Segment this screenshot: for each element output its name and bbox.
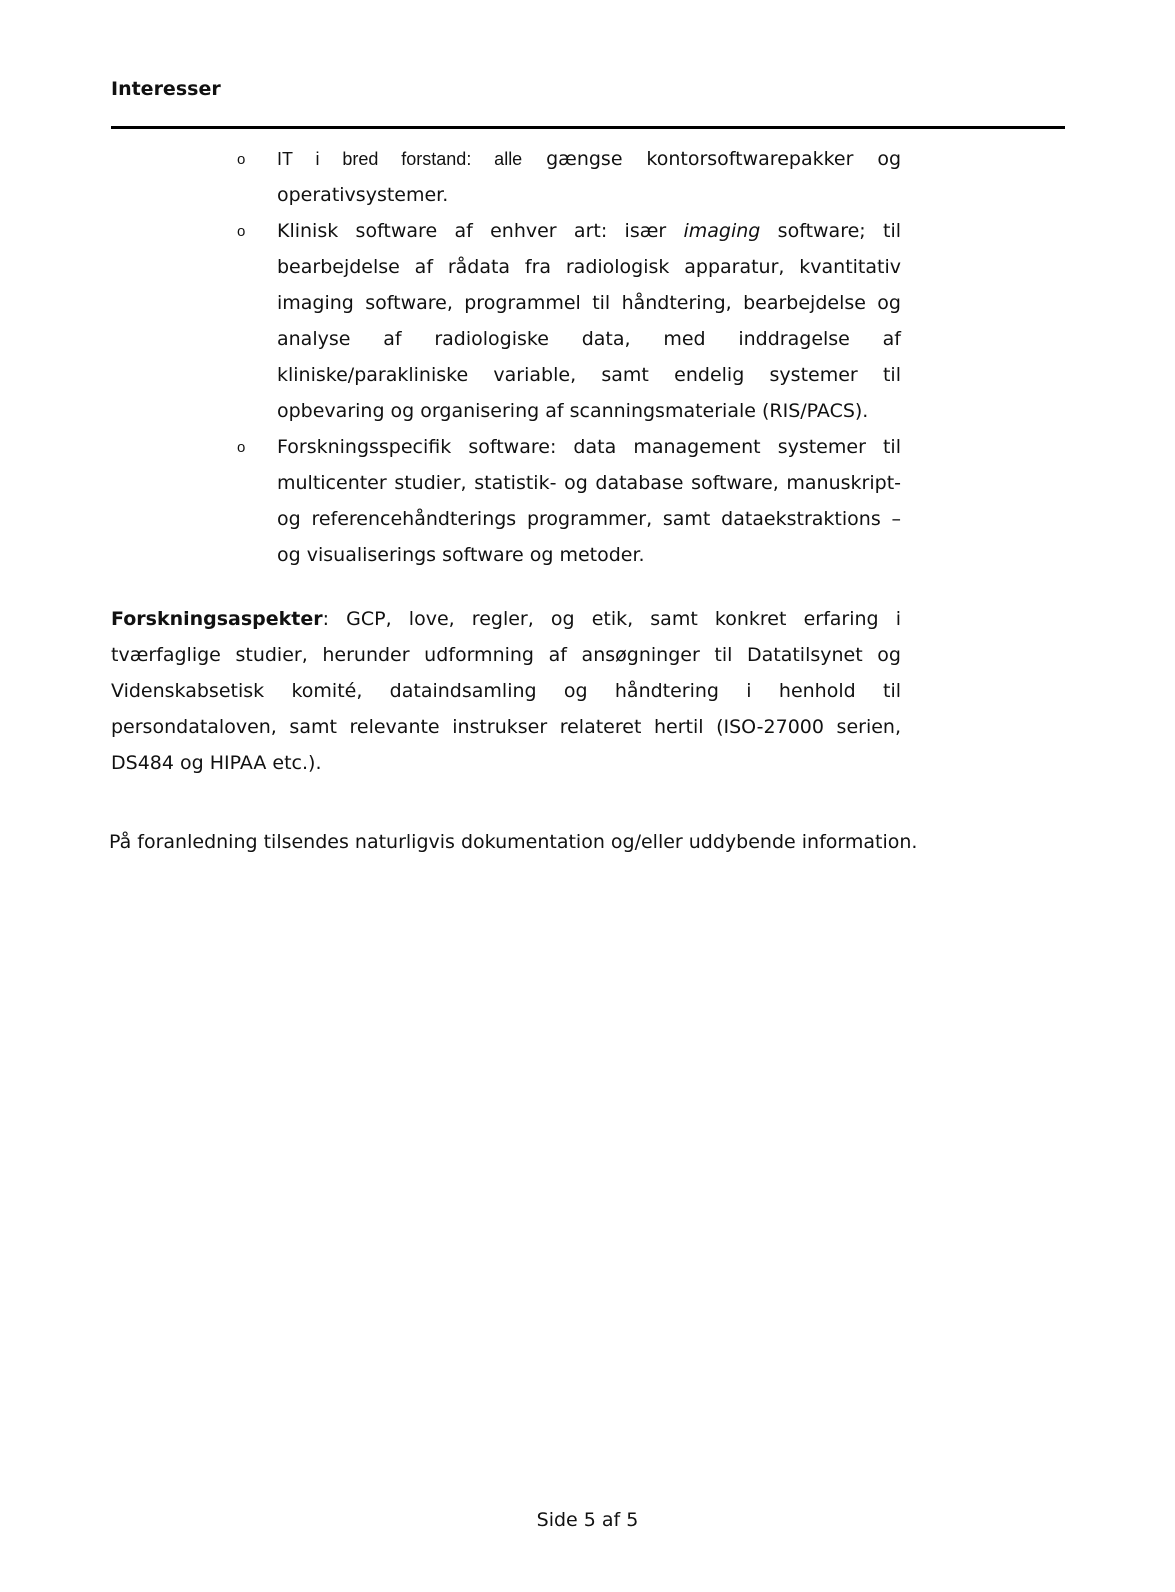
section-divider [111,126,1065,129]
list-item-emphasis: imaging [683,220,761,242]
bullet-marker: o [237,223,246,240]
research-paragraph [111,601,901,781]
bullet-marker: o [237,439,246,456]
list-item-after: software; til bearbejdelse af rådata fra radiologisk apparatur, kvantitativ imaging software, programmel til håndtering, bearbejdelse og analyse af radiologiske data, med inddragelse af kliniske/parakliniske variable, samt endelig systemer til opbevaring og organisering af scanningsmateriale (RIS/PACS). [277,220,901,422]
list-item-text [277,220,901,422]
closing-sentence: På foranledning tilsendes naturligvis dokumentation og/eller uddybende information. [109,831,918,853]
research-label: Forskningsaspekter [111,608,323,630]
list-item-lead: IT i bred forstand: alle [277,149,523,169]
list-item [235,213,901,429]
list-item-text [277,148,901,206]
section-heading: Interesser [111,78,221,100]
list-item-rest: gængse kontorsoftwarepakker og operativsystemer. [277,148,901,206]
list-item-text: Forskningsspecifik software: data management systemer til multicenter studier, statistik- og database software, manuskript- og referencehåndterings programmer, samt dataekstraktions – og visualiserings software og metoder. [277,436,901,566]
interests-list [235,141,901,573]
list-item [235,429,901,573]
list-item-before: Klinisk software af enhver art: især [277,220,684,242]
bullet-marker: o [237,151,246,168]
page-number: Side 5 af 5 [536,1509,639,1531]
research-text: : GCP, love, regler, og etik, samt konkret erfaring i tværfaglige studier, herunder udformning af ansøgninger til Datatilsynet og Videnskabsetisk komité, dataindsamling og håndtering i henhold til persondataloven, samt relevante instrukser relateret hertil (ISO-27000 serien, DS484 og HIPAA etc.). [111,608,901,774]
list-item [235,141,901,213]
